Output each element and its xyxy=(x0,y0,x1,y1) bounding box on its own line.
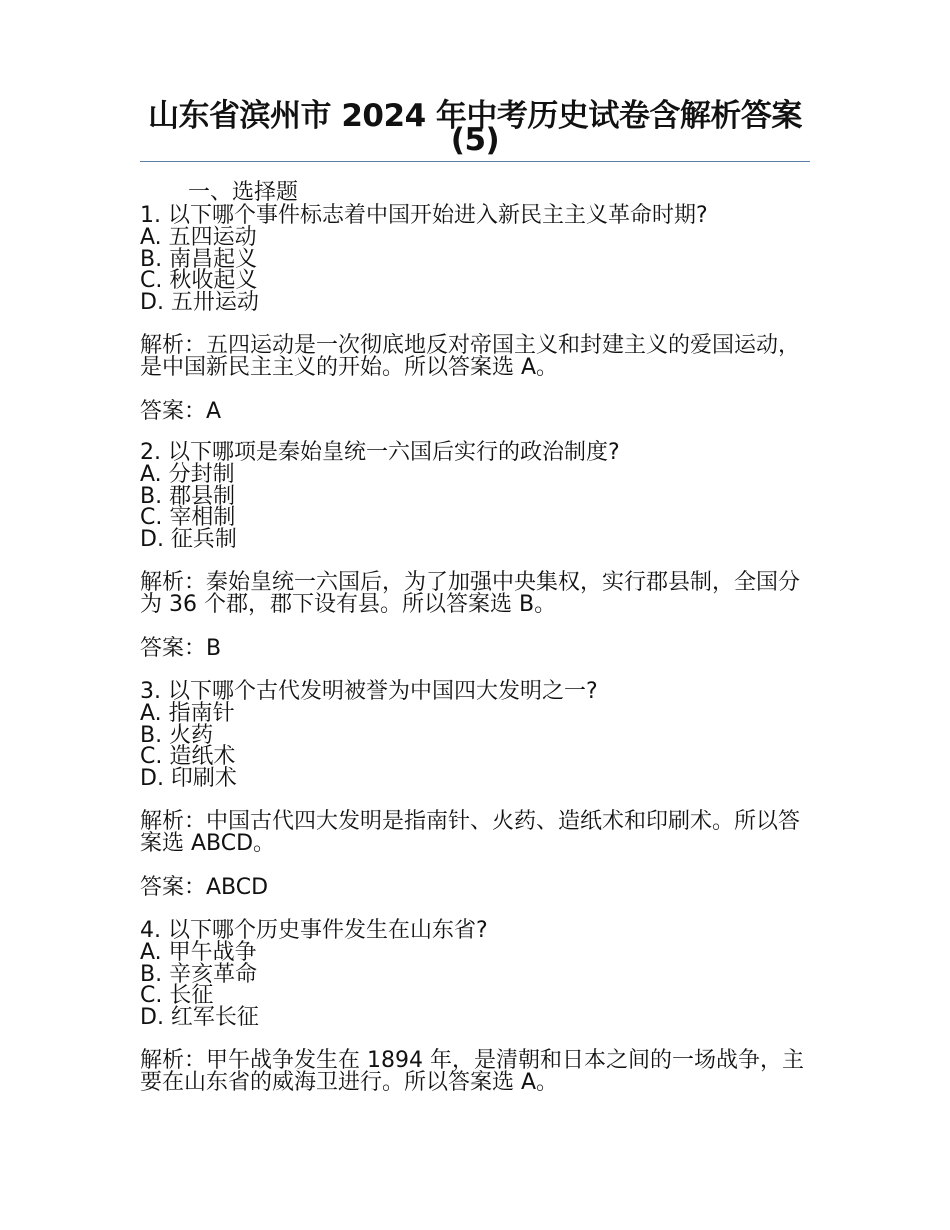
question-stem: 4. 以下哪个历史事件发生在山东省? xyxy=(140,918,488,943)
option-c: C. 秋收起义 xyxy=(140,268,258,293)
option-b: B. 火药 xyxy=(140,722,214,748)
option-c: C. 长征 xyxy=(140,983,214,1008)
option-a: A. 分封制 xyxy=(140,462,235,487)
option-a: A. 指南针 xyxy=(140,701,235,726)
option-b: B. 南昌起义 xyxy=(140,246,258,272)
answer-text: 答案：B xyxy=(140,636,222,661)
option-d: D. 五卅运动 xyxy=(140,289,259,315)
question-1 xyxy=(140,205,820,423)
answer-text: 答案：A xyxy=(140,399,222,424)
question-3 xyxy=(140,681,820,899)
option-b: B. 辛亥革命 xyxy=(140,961,258,987)
answer-text: 答案：ABCD xyxy=(140,875,269,900)
question-4 xyxy=(140,920,820,1094)
option-a: A. 甲午战争 xyxy=(140,940,257,965)
option-b: B. 郡县制 xyxy=(140,483,236,509)
analysis-text: 解析：甲午战争发生在 1894 年，是清朝和日本之间的一场战争，主要在山东省的威海卫进行。所以答案选 A。 xyxy=(140,1048,804,1095)
option-c: C. 宰相制 xyxy=(140,505,236,530)
title-divider xyxy=(140,161,810,162)
option-d: D. 红军长征 xyxy=(140,1004,259,1030)
option-a: A. 五四运动 xyxy=(140,225,257,250)
analysis-text: 解析：五四运动是一次彻底地反对帝国主义和封建主义的爱国运动，是中国新民主主义的开始。所以答案选 A。 xyxy=(140,333,801,380)
option-d: D. 征兵制 xyxy=(140,526,237,552)
document-title: 山东省滨州市 2024 年中考历史试卷含解析答案(5) xyxy=(148,98,802,158)
analysis-text: 解析：中国古代四大发明是指南针、火药、造纸术和印刷术。所以答案选 ABCD。 xyxy=(140,809,801,856)
analysis-text: 解析：秦始皇统一六国后，为了加强中央集权，实行郡县制，全国分为 36 个郡，郡下设有县。所以答案选 B。 xyxy=(140,570,801,617)
option-c: C. 造纸术 xyxy=(140,744,236,769)
question-stem: 3. 以下哪个古代发明被誉为中国四大发明之一? xyxy=(140,679,598,704)
section-heading: 一、选择题 xyxy=(188,180,299,205)
question-stem: 1. 以下哪个事件标志着中国开始进入新民主主义革命时期? xyxy=(140,203,708,228)
question-2 xyxy=(140,442,820,660)
option-d: D. 印刷术 xyxy=(140,765,237,791)
question-stem: 2. 以下哪项是秦始皇统一六国后实行的政治制度? xyxy=(140,440,620,465)
